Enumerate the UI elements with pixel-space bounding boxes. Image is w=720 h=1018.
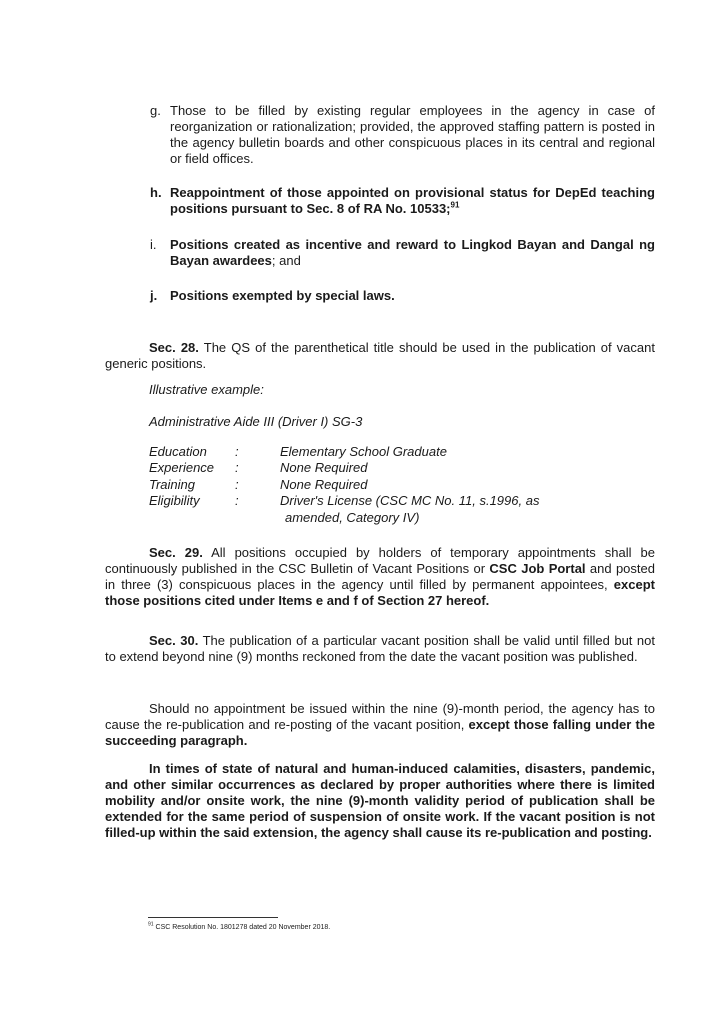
list-item-g	[150, 103, 655, 167]
footnote-text: CSC Resolution No. 1801278 dated 20 November 2018.	[155, 924, 331, 931]
item-i-label: i.	[150, 237, 157, 252]
qs-value-cont: amended, Category IV)	[285, 510, 420, 525]
section-30-para2-bold: except those falling under the succeeding paragraph.	[105, 717, 655, 748]
item-h-label: h.	[150, 185, 162, 200]
section-28	[105, 340, 655, 372]
item-j-text: Positions exempted by special laws.	[170, 288, 395, 303]
footnote-number: 91	[148, 921, 154, 928]
list-item-h	[150, 185, 655, 217]
item-i-text: Positions created as incentive and reward to Lingkod Bayan and Dangal ng Bayan awardees	[170, 237, 655, 268]
qs-value: Elementary School Graduate	[280, 444, 447, 459]
section-30-text: The publication of a particular vacant position shall be valid until filled but not to extend beyond nine (9) months reckoned from the date the vacant position was published.	[105, 633, 655, 664]
section-29-bold-2: except those positions cited under Items e and f of Section 27 hereof.	[105, 577, 655, 608]
section-29-text-1: All positions occupied by holders of temporary appointments shall be continuously published in the CSC Bulletin of Vacant Positions or	[105, 545, 655, 576]
section-30-heading: Sec. 30.	[149, 633, 199, 648]
qs-label: Training	[149, 477, 196, 492]
qs-value: Driver's License (CSC MC No. 11, s.1996, as	[280, 493, 540, 508]
example-title: Administrative Aide III (Driver I) SG-3	[149, 414, 363, 429]
footnote-divider	[148, 917, 278, 918]
section-30-para2-text: Should no appointment be issued within the nine (9)-month period, the agency has to cause the re-publication and re-posting of the vacant position,	[105, 701, 655, 732]
list-item-j	[150, 288, 655, 304]
qs-separator: :	[235, 444, 239, 459]
section-29-bold-1: CSC Job Portal	[489, 561, 586, 576]
section-28-text: The QS of the parenthetical title should be used in the publication of vacant generic positions.	[105, 340, 655, 371]
item-g-text: Those to be filled by existing regular employees in the agency in case of reorganization or rationalization; provided, the approved staffing pattern is posted in the agency bulletin boards and other conspicuous places in its central and regional or field offices.	[170, 103, 655, 166]
section-30-paragraph-2	[105, 701, 655, 749]
illustrative-example-label: Illustrative example:	[149, 382, 264, 397]
list-item-i	[150, 237, 655, 269]
section-29-text-2: and posted in three (3) conspicuous places in the agency until filled by permanent appointees,	[105, 561, 655, 592]
qs-label: Eligibility	[149, 493, 200, 508]
section-29-heading: Sec. 29.	[149, 545, 203, 560]
footnote-ref-91: 91	[450, 200, 460, 210]
qs-label: Experience	[149, 460, 215, 475]
item-j-label: j.	[150, 288, 158, 303]
qs-separator: :	[235, 493, 239, 508]
item-i-tail: ; and	[271, 253, 301, 268]
qs-label: Education	[149, 444, 207, 459]
section-30-paragraph-3: In times of state of natural and human-induced calamities, disasters, pandemic, and other similar occurrences as declared by proper authorities where there is limited mobility and/or onsite work, the nine (9)-month validity period of publication shall be extended for the same period of suspension of onsite work. If the vacant position is not filled-up within the said extension, the agency shall cause its re-publication and posting.	[105, 761, 655, 840]
qs-value: None Required	[280, 477, 368, 492]
qs-separator: :	[235, 460, 239, 475]
section-30	[105, 633, 655, 665]
qs-separator: :	[235, 477, 239, 492]
item-g-label: g.	[150, 103, 161, 118]
item-h-text: Reappointment of those appointed on provisional status for DepEd teaching positions pursuant to Sec. 8 of RA No. 10533;	[170, 185, 655, 216]
section-29	[105, 545, 655, 609]
section-28-heading: Sec. 28.	[149, 340, 199, 355]
qs-value: None Required	[280, 460, 368, 475]
footnote	[148, 923, 330, 932]
